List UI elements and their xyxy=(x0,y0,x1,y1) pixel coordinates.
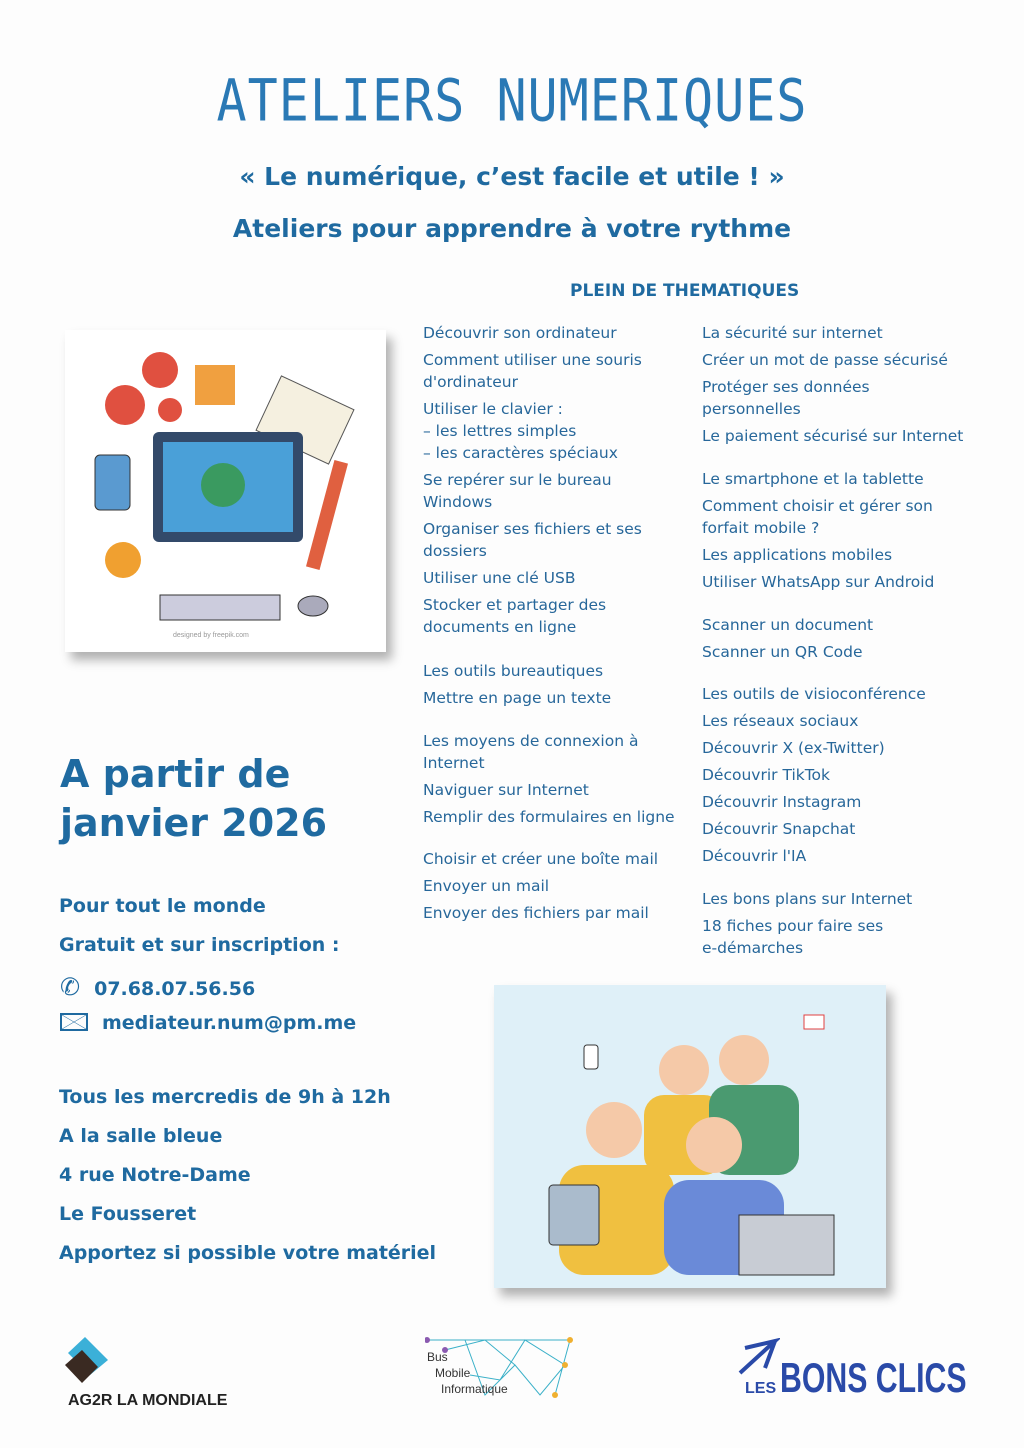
mail-icon xyxy=(60,1013,88,1031)
ag2r-logo-mark xyxy=(60,1335,110,1385)
theme-item: Les moyens de connexion à Internet xyxy=(423,732,639,772)
theme-item: Les réseaux sociaux xyxy=(702,712,859,730)
start-date: A partir de janvier 2026 xyxy=(60,752,328,845)
theme-item: Naviguer sur Internet xyxy=(423,781,589,799)
theme-item: Mettre en page un texte xyxy=(423,689,612,707)
theme-item: Utiliser une clé USB xyxy=(423,569,576,587)
theme-group-left xyxy=(423,848,658,929)
theme-group-left xyxy=(423,730,675,833)
theme-item: La sécurité sur internet xyxy=(702,324,883,342)
theme-item: Utiliser le clavier : – les lettres simples – les caractères spéciaux xyxy=(423,400,618,462)
audience: Pour tout le monde xyxy=(59,895,266,917)
theme-item: Utiliser WhatsApp sur Android xyxy=(702,573,935,591)
phone-row xyxy=(60,973,255,1001)
theme-item: Choisir et créer une boîte mail xyxy=(423,850,659,868)
theme-item: Organiser ses fichiers et ses dossiers xyxy=(423,520,642,560)
theme-item: Découvrir l'IA xyxy=(702,847,807,865)
theme-item: Protéger ses données personnelles xyxy=(702,378,870,418)
theme-item: Les applications mobiles xyxy=(702,546,893,564)
schedule: Tous les mercredis de 9h à 12h xyxy=(59,1086,391,1108)
image-credit: designed by freepik.com xyxy=(173,632,249,639)
theme-item: Se repérer sur le bureau Windows xyxy=(423,471,612,511)
theme-item: Comment utiliser une souris d'ordinateur xyxy=(423,351,642,391)
theme-item: Découvrir son ordinateur xyxy=(423,324,617,342)
theme-item: Découvrir X (ex-Twitter) xyxy=(702,739,885,757)
page-title: ATELIERS NUMERIQUES xyxy=(216,67,808,135)
theme-item: Remplir des formulaires en ligne xyxy=(423,808,675,826)
theme-item: Découvrir Snapchat xyxy=(702,820,856,838)
slogan: « Le numérique, c’est facile et utile ! » xyxy=(239,162,785,191)
theme-item: Les outils bureautiques xyxy=(423,662,604,680)
equipment-note: Apportez si possible votre matériel xyxy=(59,1242,437,1264)
theme-item: Découvrir Instagram xyxy=(702,793,862,811)
address: 4 rue Notre-Dame xyxy=(59,1164,251,1186)
theme-group-right xyxy=(702,888,912,964)
theme-item: Le smartphone et la tablette xyxy=(702,470,924,488)
bus-mobile-informatique-logo: Bus Mobile Informatique xyxy=(425,1335,575,1401)
theme-item: Envoyer des fichiers par mail xyxy=(423,904,649,922)
cursor-arrow-icon xyxy=(735,1338,780,1378)
room: A la salle bleue xyxy=(59,1125,223,1147)
ag2r-logo: AG2R LA MONDIALE xyxy=(60,1335,227,1410)
town: Le Fousseret xyxy=(59,1203,197,1225)
theme-item: Le paiement sécurisé sur Internet xyxy=(702,427,964,445)
theme-item: 18 fiches pour faire ses e-démarches xyxy=(702,917,884,957)
theme-item: Comment choisir et gérer son forfait mobile ? xyxy=(702,497,933,537)
phone-number[interactable]: 07.68.07.56.56 xyxy=(94,978,256,1000)
email-row xyxy=(60,1012,356,1034)
theme-group-left xyxy=(423,660,611,714)
seniors-illustration xyxy=(494,985,886,1288)
theme-item: Scanner un document xyxy=(702,616,874,634)
theme-item: Les bons plans sur Internet xyxy=(702,890,913,908)
theme-group-left xyxy=(423,322,642,643)
theme-group-right xyxy=(702,683,926,872)
theme-item: Scanner un QR Code xyxy=(702,643,863,661)
theme-item: Envoyer un mail xyxy=(423,877,550,895)
subtitle: Ateliers pour apprendre à votre rythme xyxy=(232,214,792,243)
themes-heading: PLEIN DE THEMATIQUES xyxy=(570,281,800,301)
theme-item: Les outils de visioconférence xyxy=(702,685,926,703)
price-info: Gratuit et sur inscription : xyxy=(59,934,340,956)
email-address[interactable]: mediateur.num@pm.me xyxy=(102,1012,357,1034)
computer-illustration xyxy=(65,330,386,652)
theme-group-right xyxy=(702,614,873,668)
phone-icon: ✆ xyxy=(60,973,81,1001)
theme-item: Stocker et partager des documents en ligne xyxy=(423,596,607,636)
theme-item: Créer un mot de passe sécurisé xyxy=(702,351,948,369)
theme-group-right xyxy=(702,322,963,452)
theme-item: Découvrir TikTok xyxy=(702,766,831,784)
theme-group-right xyxy=(702,468,934,598)
